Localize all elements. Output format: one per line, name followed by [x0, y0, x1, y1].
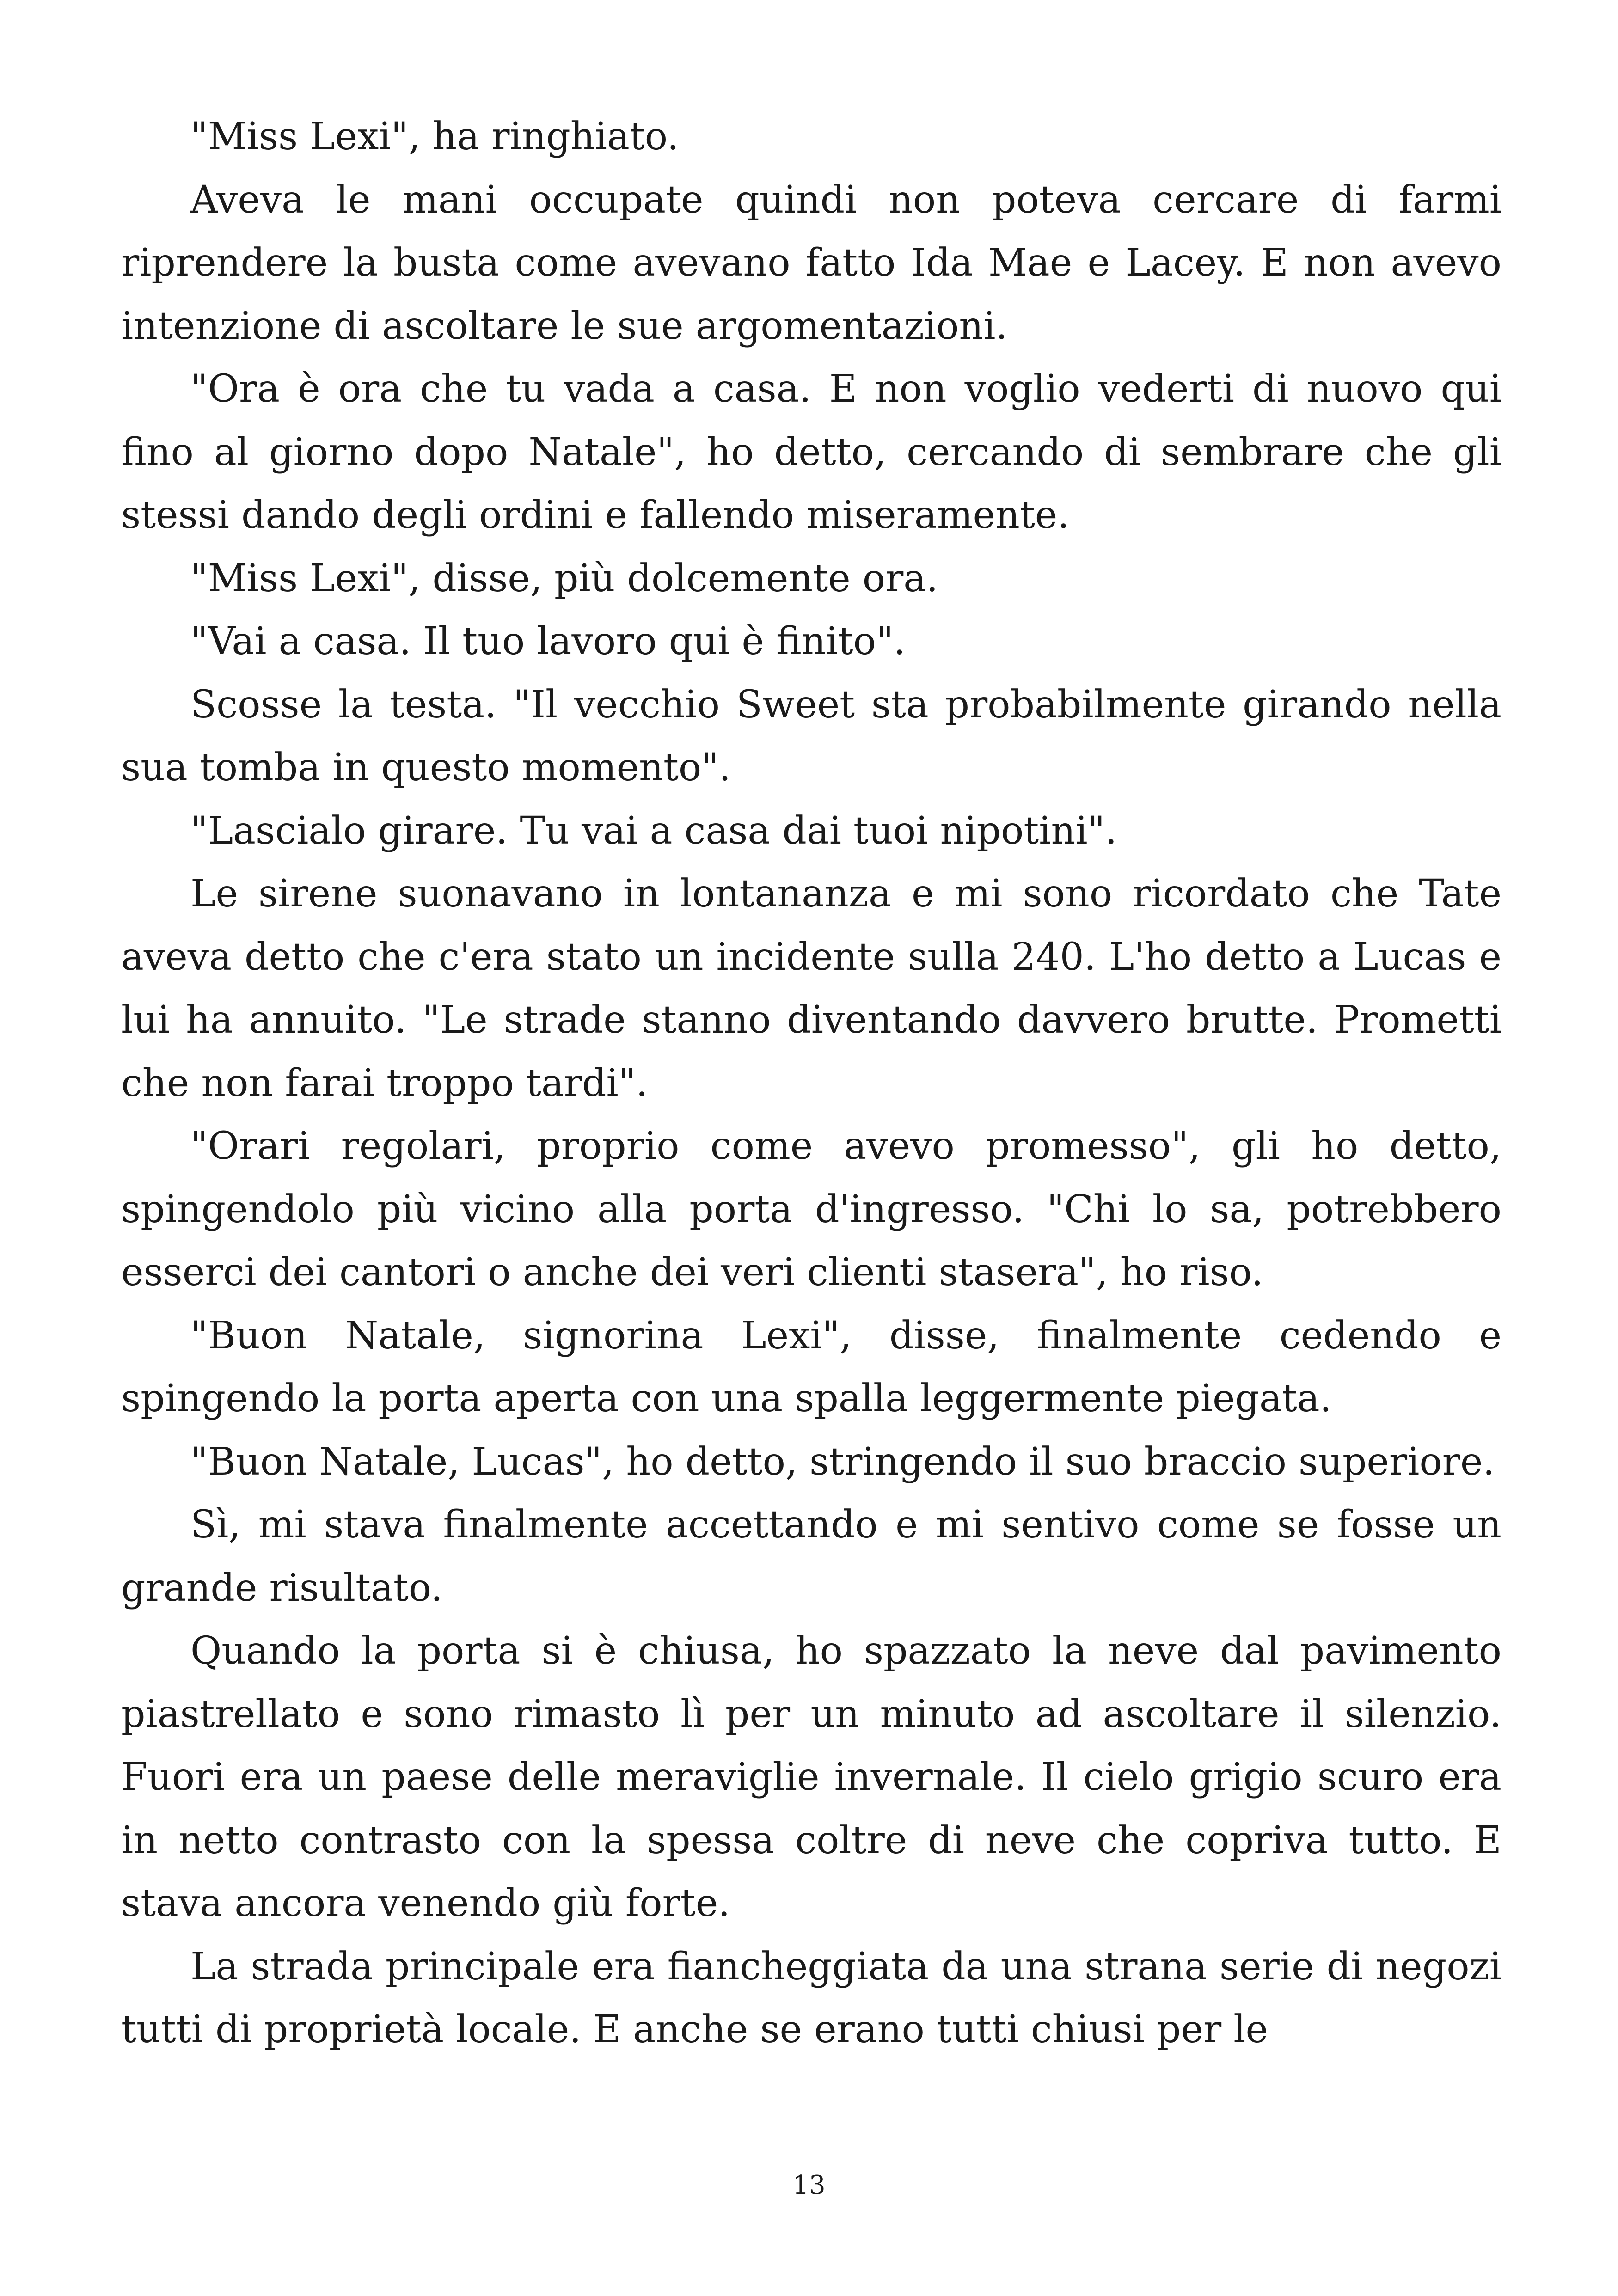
- paragraph-5: "Vai a casa. Il tuo lavoro qui è finito".: [190, 619, 906, 663]
- paragraph-8: Le sirene suonavano in lontananza e mi sono ricordato che Tate aveva detto che c'era stato un incidente sulla 240. L'ho detto a Lucas e lui ha annuito. "Le strade stanno diventando davvero brutte. Prometti che non farai troppo tardi".: [121, 872, 1502, 1105]
- paragraph-2: Aveva le mani occupate quindi non poteva cercare di farmi riprendere la busta come avevano fatto Ida Mae e Lacey. E non avevo intenzione di ascoltare le sue argomentazioni.: [121, 178, 1502, 348]
- paragraph-3: "Ora è ora che tu vada a casa. E non voglio vederti di nuovo qui fino al giorno dopo Natale", ho detto, cercando di sembrare che gli stessi dando degli ordini e fallendo miseramente.: [121, 367, 1502, 537]
- paragraph-6: Scosse la testa. "Il vecchio Sweet sta probabilmente girando nella sua tomba in questo momento".: [121, 682, 1502, 790]
- paragraph-12: Sì, mi stava finalmente accettando e mi sentivo come se fosse un grande risultato.: [121, 1503, 1502, 1610]
- paragraph-11: "Buon Natale, Lucas", ho detto, stringendo il suo braccio superiore.: [190, 1439, 1495, 1484]
- paragraph-1: "Miss Lexi", ha ringhiato.: [190, 115, 679, 159]
- paragraph-7: "Lascialo girare. Tu vai a casa dai tuoi nipotini".: [190, 808, 1117, 853]
- paragraph-9: "Orari regolari, proprio come avevo promesso", gli ho detto, spingendolo più vicino alla porta d'ingresso. "Chi lo sa, potrebbero esserci dei cantori o anche dei veri clienti stasera", ho riso.: [121, 1124, 1502, 1294]
- paragraph-4: "Miss Lexi", disse, più dolcemente ora.: [190, 556, 938, 600]
- paragraph-14: La strada principale era fiancheggiata da una strana serie di negozi tutti di proprietà locale. E anche se erano tutti chiusi per le: [121, 1944, 1502, 2051]
- page-number: 13: [792, 2170, 826, 2200]
- paragraph-10: "Buon Natale, signorina Lexi", disse, finalmente cedendo e spingendo la porta aperta con una spalla leggermente piegata.: [121, 1313, 1502, 1420]
- paragraph-13: Quando la porta si è chiusa, ho spazzato la neve dal pavimento piastrellato e sono rimasto lì per un minuto ad ascoltare il silenzio. Fuori era un paese delle meraviglie invernale. Il cielo grigio scuro era in netto contrasto con la spessa coltre di neve che copriva tutto. E stava ancora venendo giù forte.: [121, 1629, 1502, 1925]
- body-text: [121, 105, 1502, 2062]
